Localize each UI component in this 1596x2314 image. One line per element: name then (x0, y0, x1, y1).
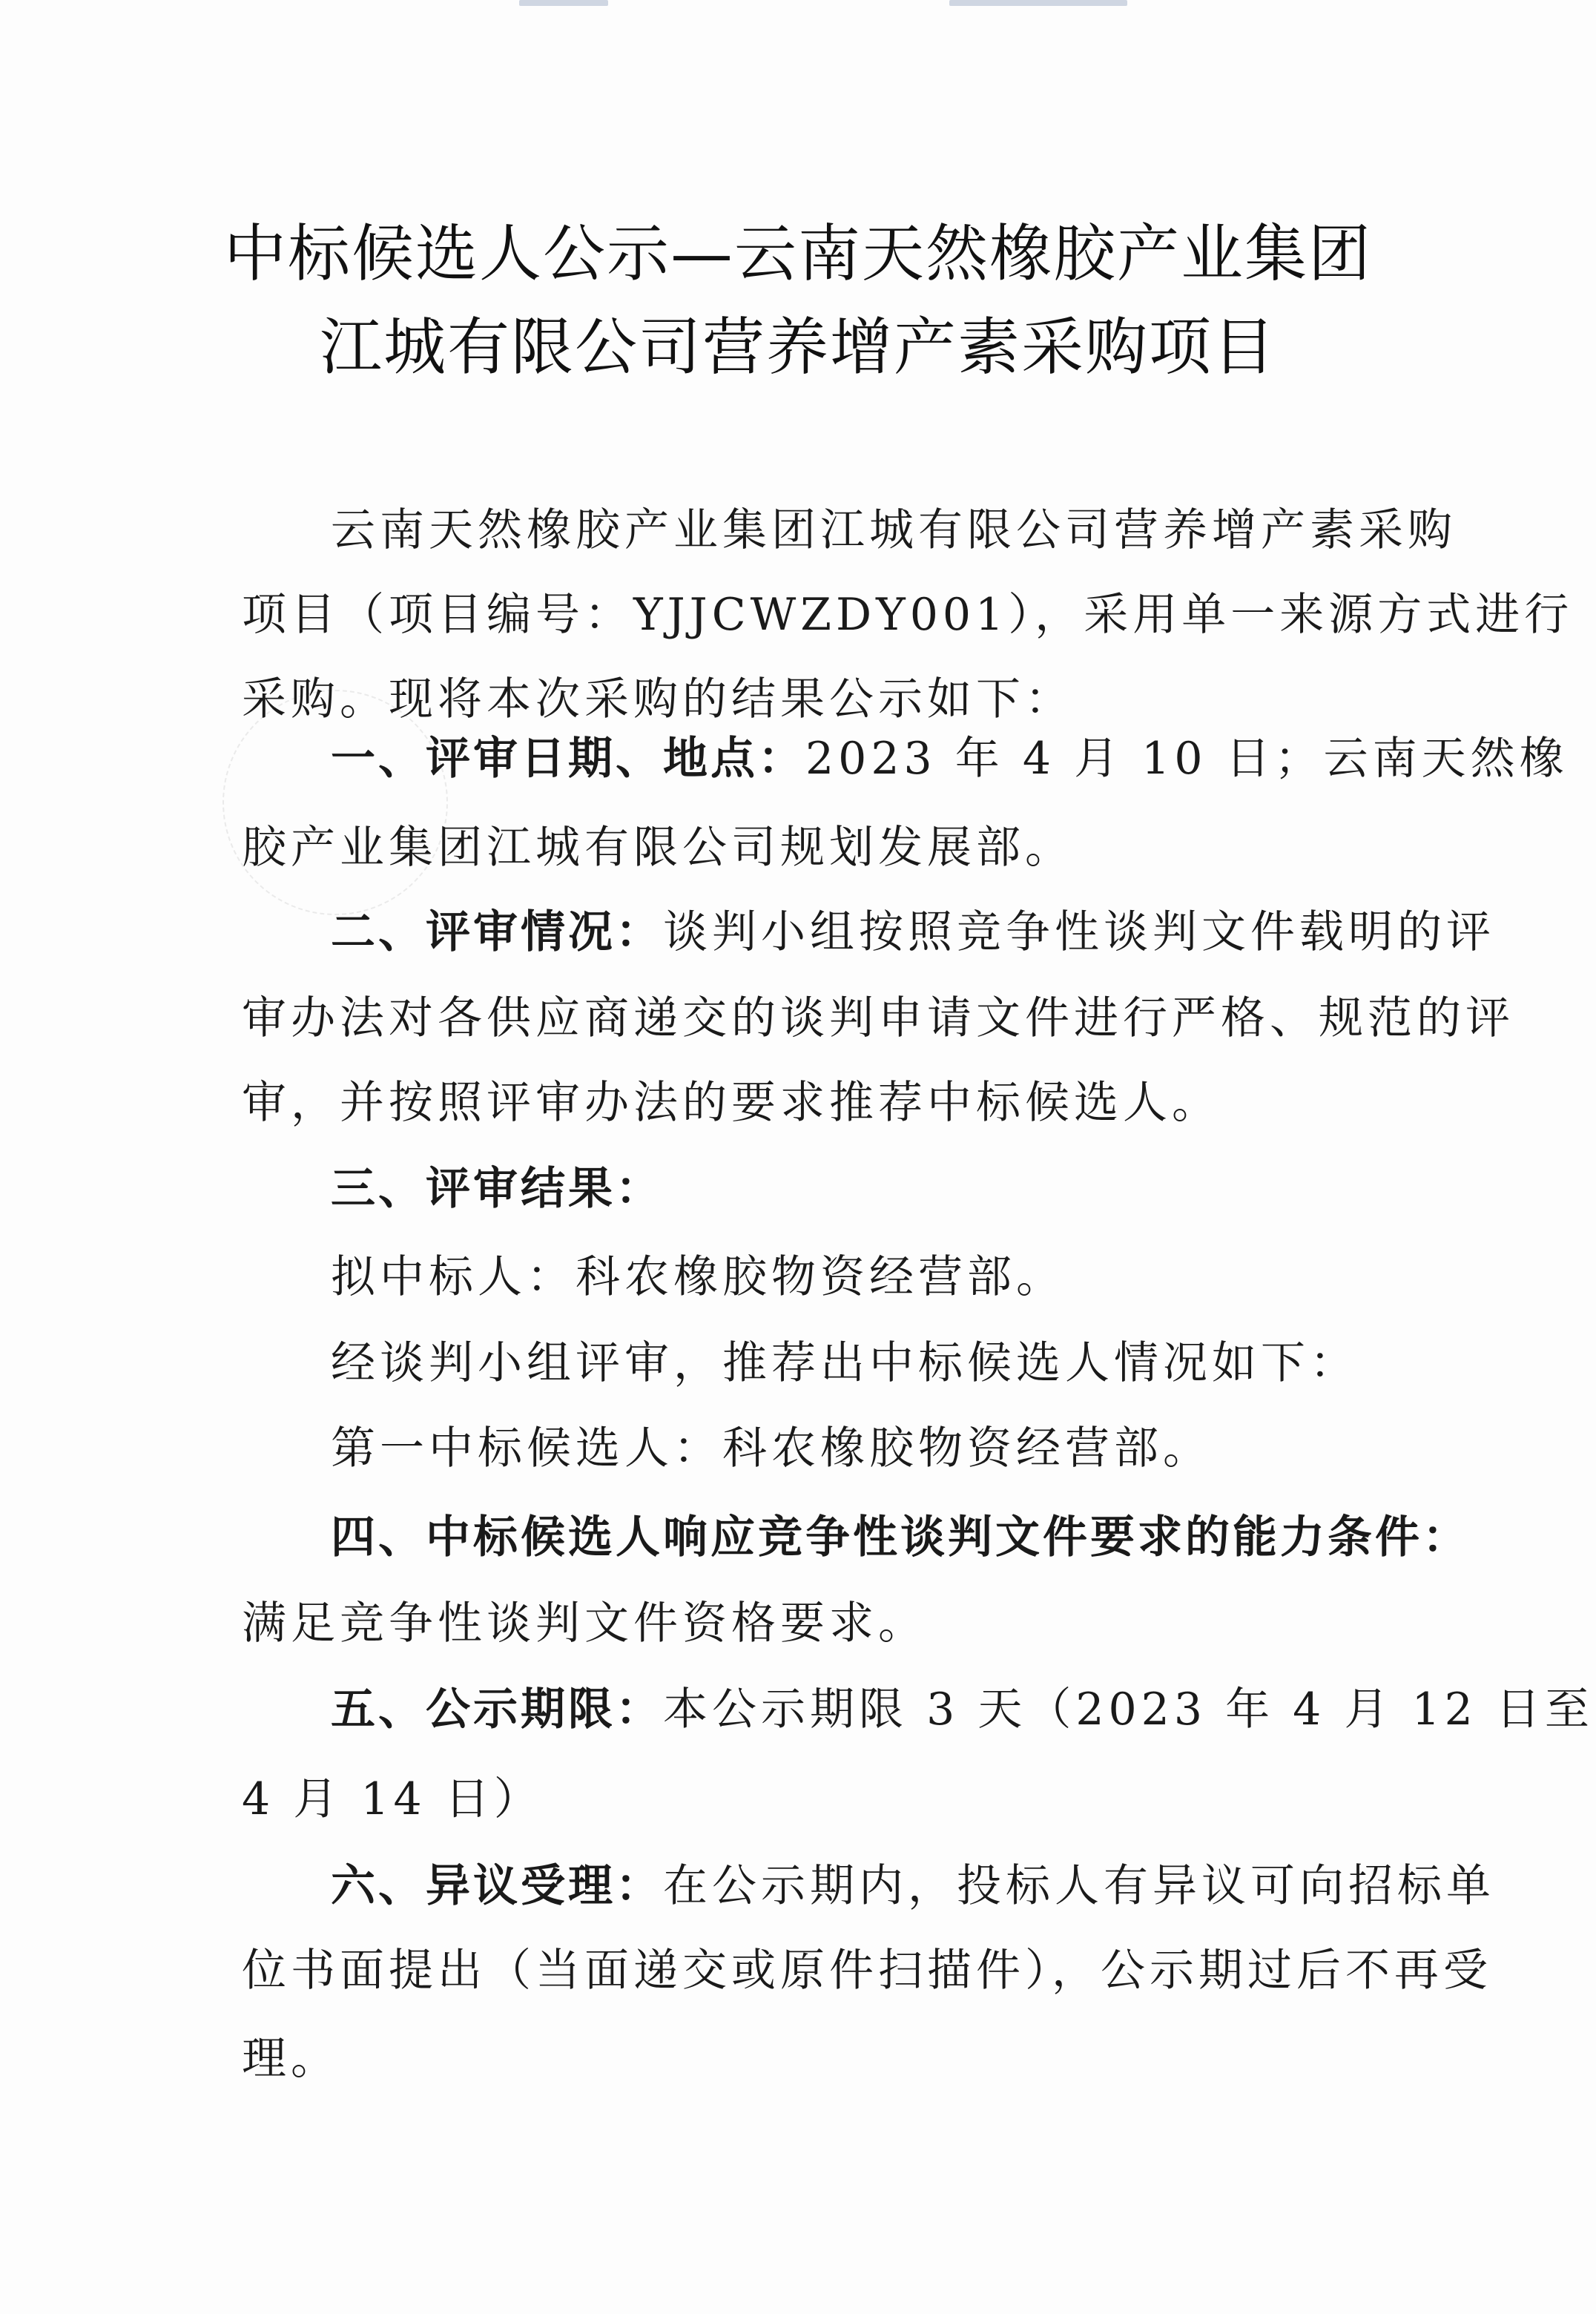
section-3-line: 拟中标人：科农橡胶物资经营部。 (331, 1251, 1065, 1303)
scan-artifact (519, 0, 608, 6)
section-5-text: 本公示期限 3 天（2023 年 4 月 12 日至 (663, 1684, 1594, 1736)
section-3-line: 经谈判小组评审，推荐出中标候选人情况如下： (331, 1337, 1359, 1389)
section-1 (331, 729, 1569, 788)
section-2-text: 谈判小组按照竞争性谈判文件载明的评 (663, 906, 1495, 958)
intro-line: 云南天然橡胶产业集团江城有限公司营养增产素采购 (331, 504, 1457, 556)
document-title-line1: 中标候选人公示—云南天然橡胶产业集团 (223, 217, 1372, 290)
intro-line: 采购。现将本次采购的结果公示如下： (242, 673, 1074, 725)
section-5-cont: 4 月 14 日） (242, 1773, 543, 1825)
section-3-heading: 三、评审结果： (331, 1163, 663, 1215)
section-1-text: 2023 年 4 月 10 日；云南天然橡 (805, 733, 1569, 785)
document-title-line2: 江城有限公司营养增产素采购项目 (319, 311, 1276, 383)
section-2-cont: 审，并按照评审办法的要求推荐中标候选人。 (242, 1077, 1221, 1129)
section-6-cont: 理。 (242, 2033, 340, 2085)
section-2-cont: 审办法对各供应商递交的谈判申请文件进行严格、规范的评 (242, 992, 1514, 1044)
section-1-heading: 一、评审日期、地点： (331, 733, 805, 785)
section-3-line: 第一中标候选人：科农橡胶物资经营部。 (331, 1423, 1212, 1474)
scan-artifact (949, 0, 1127, 6)
section-1-cont: 胶产业集团江城有限公司规划发展部。 (242, 822, 1074, 874)
section-6-text: 在公示期内，投标人有异议可向招标单 (663, 1860, 1495, 1912)
section-6 (331, 1856, 1495, 1916)
section-4-heading: 四、中标候选人响应竞争性谈判文件要求的能力条件： (331, 1512, 1470, 1563)
section-4-cont: 满足竞争性谈判文件资格要求。 (242, 1598, 927, 1649)
section-6-cont: 位书面提出（当面递交或原件扫描件），公示期过后不再受 (242, 1945, 1492, 1997)
section-6-heading: 六、异议受理： (331, 1860, 663, 1912)
section-2-heading: 二、评审情况： (331, 906, 663, 958)
intro-line: 项目（项目编号：YJJCWZDY001），采用单一来源方式进行 (242, 589, 1574, 641)
section-5 (331, 1680, 1594, 1739)
section-5-heading: 五、公示期限： (331, 1684, 663, 1736)
section-2 (331, 903, 1495, 962)
